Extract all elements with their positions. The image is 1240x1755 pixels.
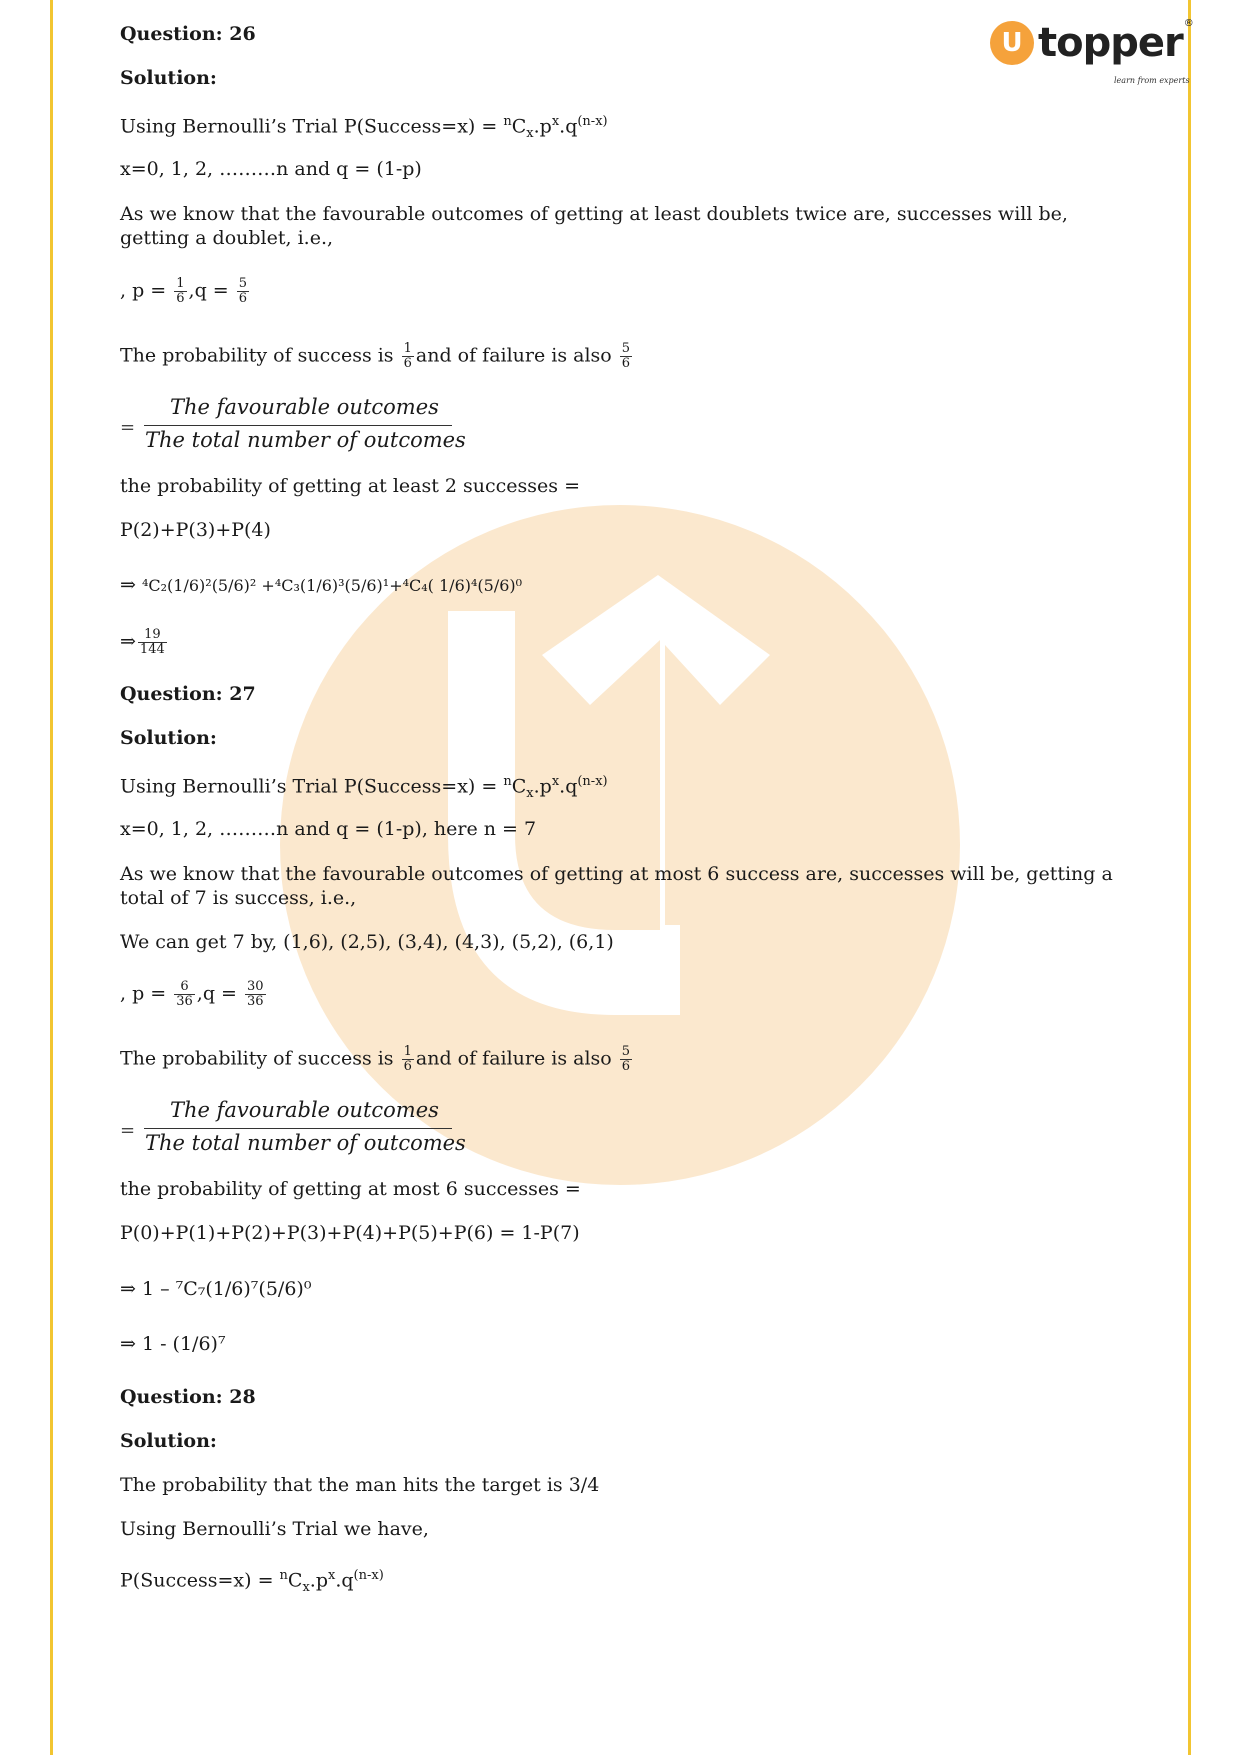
q27-expression-1: ⇒ 1 – ⁷C₇(1/6)⁷(5/6)⁰ [120,1278,312,1300]
q28-heading: Question: 28 [120,1386,256,1408]
q26-expression: ⇒ ⁴C₂(1/6)²(5/6)² +⁴C₃(1/6)³(5/6)¹+⁴C₄( 1/6)⁴(5/6)⁰ [120,574,523,596]
logo-tagline: learn from experts [1114,76,1190,85]
q26-x-range: x=0, 1, 2, ………n and q = (1-p) [120,158,422,180]
q27-solution-label: Solution: [120,727,217,749]
q27-p-q-values: , p = $\frac{6}{36}$ ,q = $\frac{30}{36}$ [120,979,264,1009]
page-border-left [50,0,53,1755]
q26-bernoulli-formula: Using Bernoulli’s Trial P(Success=x) = $^nC_x.p^x.q^{(n-x)}$ [120,114,608,142]
watermark-circle [280,505,960,1185]
q28-hit-probability: The probability that the man hits the target is 3/4 [120,1474,600,1496]
brand-logo [990,18,1193,85]
q27-at-most-text: the probability of getting at most 6 successes = [120,1178,581,1200]
q26-at-least-text: the probability of getting at least 2 successes = [120,475,581,497]
q26-solution-label: Solution: [120,67,217,89]
q27-expression-2: ⇒ 1 - (1/6)⁷ [120,1333,226,1355]
q27-heading: Question: 27 [120,683,256,705]
q26-sum: P(2)+P(3)+P(4) [120,519,271,541]
q27-pairs: We can get 7 by, (1,6), (2,5), (3,4), (4,3), (5,2), (6,1) [120,931,614,953]
q26-paragraph: As we know that the favourable outcomes of getting at least doublets twice are, successes will be, getting a doublet, i.e., [120,203,1068,249]
q28-formula: P(Success=x) = $^nC_x.p^x.q^{(n-x)}$ [120,1568,384,1596]
logo-mark-icon: U [990,21,1034,65]
page-border-right [1188,0,1191,1755]
q26-heading: Question: 26 [120,23,256,45]
q27-sum: P(0)+P(1)+P(2)+P(3)+P(4)+P(5)+P(6) = 1-P(7) [120,1222,580,1244]
logo-name: topper ® [1038,18,1193,66]
q28-using-bernoulli: Using Bernoulli’s Trial we have, [120,1518,429,1540]
q27-bernoulli-formula: Using Bernoulli’s Trial P(Success=x) = $^nC_x.p^x.q^{(n-x)}$ [120,774,608,802]
q26-result: ⇒ $\frac{19}{144}$ [120,627,165,657]
q27-paragraph: As we know that the favourable outcomes of getting at most 6 success are, successes will be, getting a total of 7 is success, i.e., [120,863,1113,909]
watermark-u-arrow-icon [280,505,960,1185]
q28-solution-label: Solution: [120,1430,217,1452]
logo-registered: ® [1183,18,1193,29]
q27-x-range: x=0, 1, 2, ………n and q = (1-p), here n = 7 [120,818,537,840]
q27-probability-statement: The probability of success is $\frac{1}{6}$ and of failure is also $\frac{5}{6}$ [120,1044,631,1074]
q26-p-q-values: , p = $\frac{1}{6}$ ,q = $\frac{5}{6}$ [120,276,248,306]
q26-probability-statement: The probability of success is $\frac{1}{6}$ and of failure is also $\frac{5}{6}$ [120,341,631,371]
